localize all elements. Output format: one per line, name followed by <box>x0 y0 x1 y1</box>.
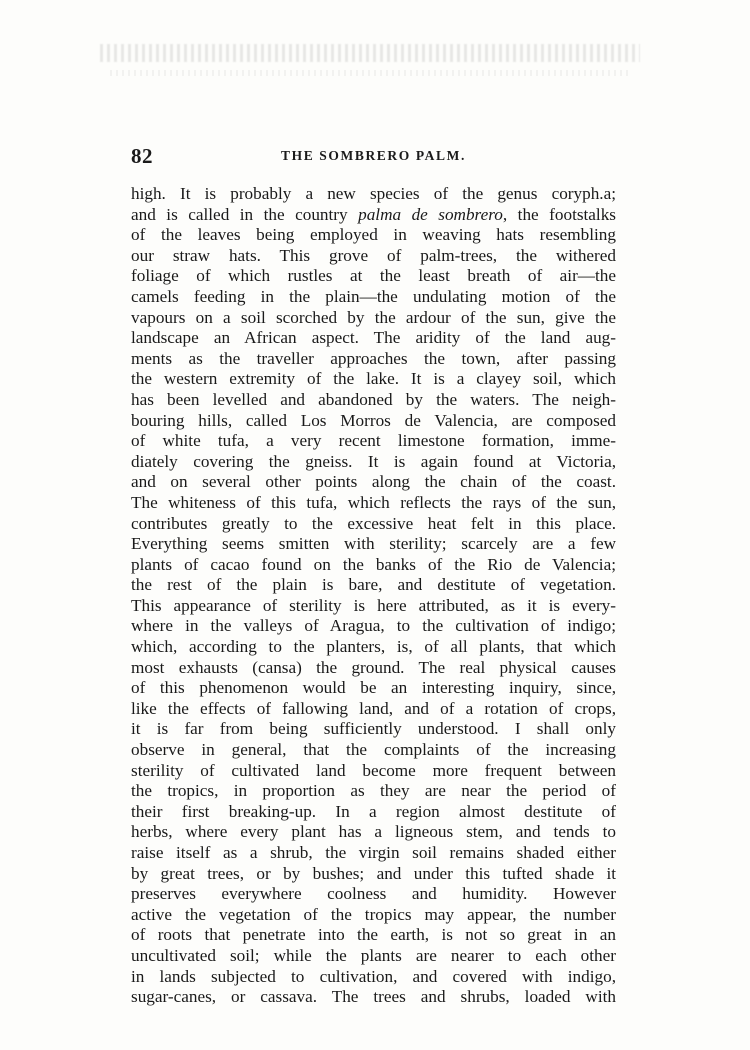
body-text <box>131 184 616 1008</box>
text-segment: which, according to the planters, is, of all plants, that which <box>131 637 616 657</box>
text-segment: their first breaking-up. In a region almost destitute of <box>131 801 616 821</box>
text-line <box>131 514 616 535</box>
text-line <box>131 205 616 226</box>
text-segment: uncultivated soil; while the plants are nearer to each other <box>131 945 616 965</box>
text-segment: and is called in the country <box>131 204 359 224</box>
text-segment: vapours on a soil scorched by the ardour of the sun, give the <box>131 307 616 327</box>
text-line <box>131 946 616 967</box>
text-line <box>131 555 616 576</box>
text-segment: raise itself as a shrub, the virgin soil remains shaded either <box>131 843 616 862</box>
text-line <box>131 781 616 802</box>
text-segment: sterility of cultivated land become more frequent between <box>131 760 616 780</box>
text-segment: diately covering the gneiss. It is again found at Victoria, <box>131 451 616 471</box>
text-line <box>131 349 616 370</box>
text-line <box>131 637 616 658</box>
text-line <box>131 390 616 411</box>
text-segment: the western extremity of the lake. It is a clayey soil, which <box>131 369 616 389</box>
text-line <box>131 472 616 493</box>
text-segment: it is far from being sufficiently understood. I shall only <box>131 719 616 739</box>
text-segment: The whiteness of this tufa, which reflects the rays of the sun, <box>131 492 616 512</box>
text-segment: our straw hats. This grove of palm-trees, the withered <box>131 245 616 265</box>
text-segment: of roots that penetrate into the earth, is not so great in an <box>131 925 616 945</box>
bleed-through-text-faint <box>110 70 630 76</box>
text-segment: observe in general, that the complaints of the increasing <box>131 740 616 760</box>
page-header <box>131 144 616 168</box>
text-segment: of white tufa, a very recent limestone formation, imme- <box>131 431 616 451</box>
text-segment: of the leaves being employed in weaving hats resembling <box>131 225 616 245</box>
text-line <box>131 967 616 988</box>
text-segment: foliage of which rustles at the least breath of air—the <box>131 266 616 286</box>
text-line <box>131 802 616 823</box>
text-line <box>131 493 616 514</box>
text-segment: plants of cacao found on the banks of the Rio de Valencia; <box>131 554 616 574</box>
text-segment: landscape an African aspect. The aridity of the land aug- <box>131 328 616 348</box>
text-line <box>131 575 616 596</box>
text-line <box>131 843 616 864</box>
text-line <box>131 699 616 720</box>
text-segment: herbs, where every plant has a ligneous stem, and tends to <box>131 822 616 842</box>
text-line <box>131 369 616 390</box>
text-segment: sugar-canes, or cassava. The trees and shrubs, loaded with <box>131 987 616 1007</box>
text-line <box>131 452 616 473</box>
text-segment: in lands subjected to cultivation, and covered with indigo, <box>131 966 616 986</box>
text-segment: high. It is probably a new species of the genus coryph.a; <box>131 184 616 203</box>
text-line <box>131 761 616 782</box>
text-segment: most exhausts (cansa) the ground. The real physical causes <box>131 657 616 677</box>
text-line <box>131 534 616 555</box>
text-segment: and on several other points along the chain of the coast. <box>131 472 616 492</box>
text-line <box>131 884 616 905</box>
text-line <box>131 678 616 699</box>
page-number: 82 <box>131 144 153 168</box>
text-segment: of this phenomenon would be an interesting inquiry, since, <box>131 678 616 698</box>
text-segment: preserves everywhere coolness and humidity. However <box>131 884 616 904</box>
text-line <box>131 411 616 432</box>
text-line <box>131 596 616 617</box>
text-line <box>131 184 616 205</box>
text-segment: palma de sombrero <box>358 204 503 224</box>
text-line <box>131 987 616 1008</box>
text-line <box>131 658 616 679</box>
bleed-through-text <box>100 44 640 62</box>
text-line <box>131 905 616 926</box>
text-segment: Everything seems smitten with sterility; scarcely are a few <box>131 534 616 554</box>
text-segment: has been levelled and abandoned by the waters. The neigh- <box>131 389 616 409</box>
text-segment: This appearance of sterility is here attributed, as it is every- <box>131 595 616 615</box>
text-segment: the rest of the plain is bare, and destitute of vegetation. <box>131 575 616 595</box>
text-segment: active the vegetation of the tropics may appear, the number <box>131 904 616 924</box>
text-line <box>131 431 616 452</box>
text-segment: ments as the traveller approaches the town, after passing <box>131 348 616 368</box>
text-segment: camels feeding in the plain—the undulating motion of the <box>131 286 616 306</box>
text-line <box>131 616 616 637</box>
text-line <box>131 246 616 267</box>
text-line <box>131 719 616 740</box>
text-segment: the tropics, in proportion as they are near the period of <box>131 781 616 801</box>
text-line <box>131 925 616 946</box>
text-segment: where in the valleys of Aragua, to the cultivation of indigo; <box>131 616 616 636</box>
text-segment: like the effects of fallowing land, and of a rotation of crops, <box>131 698 616 718</box>
text-line <box>131 328 616 349</box>
text-segment: bouring hills, called Los Morros de Valencia, are composed <box>131 410 616 430</box>
text-line <box>131 287 616 308</box>
text-segment: by great trees, or by bushes; and under this tufted shade it <box>131 863 616 883</box>
text-line <box>131 864 616 885</box>
text-segment: , the footstalks <box>502 204 616 224</box>
running-head: THE SOMBRERO PALM. <box>281 148 466 163</box>
text-line <box>131 225 616 246</box>
text-line <box>131 740 616 761</box>
text-segment: contributes greatly to the excessive heat felt in this place. <box>131 513 616 533</box>
text-line <box>131 266 616 287</box>
text-line <box>131 308 616 329</box>
text-line <box>131 822 616 843</box>
